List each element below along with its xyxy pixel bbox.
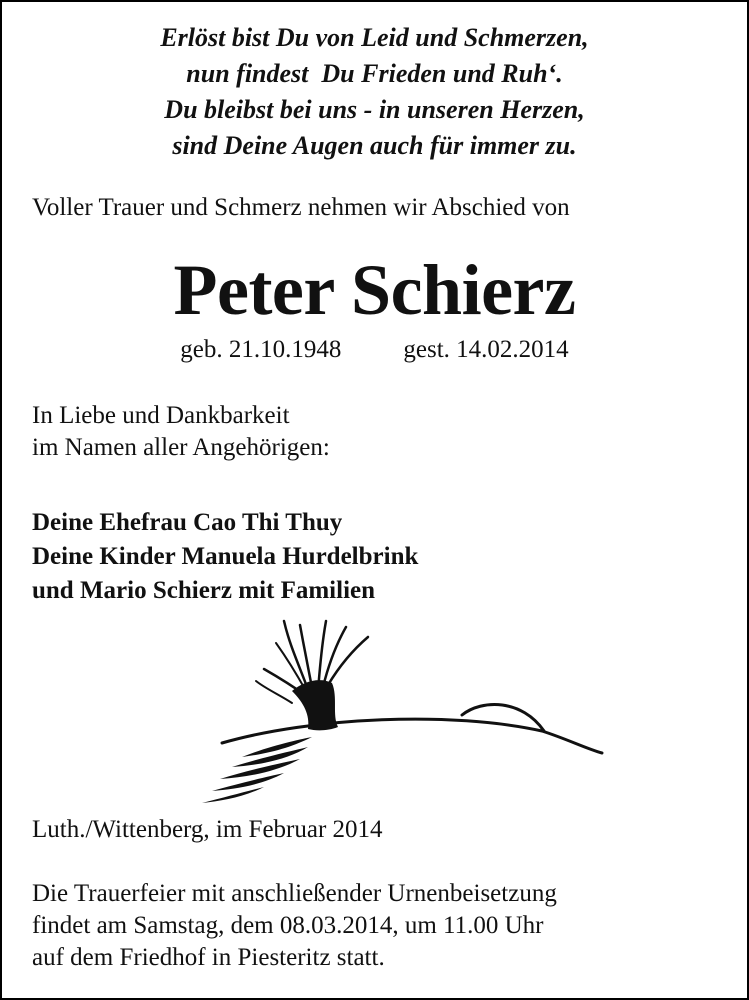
verse-line: nun findest Du Frieden und Ruh‘. <box>186 59 563 88</box>
thanks-line: im Namen aller Angehörigen: <box>32 434 330 461</box>
family-line: Deine Kinder Manuela Hurdelbrink <box>32 543 419 570</box>
verse-line: sind Deine Augen auch für immer zu. <box>172 131 577 160</box>
death-date: gest. 14.02.2014 <box>403 336 569 363</box>
deceased-name: Peter Schierz <box>173 250 576 330</box>
verse-line: Du bleibst bei uns - in unseren Herzen, <box>164 95 585 124</box>
family-line: Deine Ehefrau Cao Thi Thuy <box>32 509 343 536</box>
verse-line: Erlöst bist Du von Leid und Schmerzen, <box>160 23 589 52</box>
family-signatures <box>32 506 418 608</box>
service-line: findet am Samstag, dem 08.03.2014, um 11.00 Uhr <box>32 912 544 939</box>
thanks-block <box>32 400 330 464</box>
thanks-line: In Liebe und Dankbarkeit <box>32 402 290 429</box>
service-line: auf dem Friedhof in Piesteritz statt. <box>32 944 385 971</box>
farewell-intro: Voller Trauer und Schmerz nehmen wir Abschied von <box>32 194 570 221</box>
willow-tree-on-hill-icon <box>192 607 612 807</box>
family-line: und Mario Schierz mit Familien <box>32 577 376 604</box>
place-and-date: Luth./Wittenberg, im Februar 2014 <box>32 816 383 843</box>
birth-date: geb. 21.10.1948 <box>180 336 342 363</box>
memorial-verse <box>2 20 747 164</box>
service-line: Die Trauerfeier mit anschließender Urnenbeisetzung <box>32 880 557 907</box>
funeral-service-info <box>32 878 557 974</box>
life-dates <box>2 334 747 366</box>
